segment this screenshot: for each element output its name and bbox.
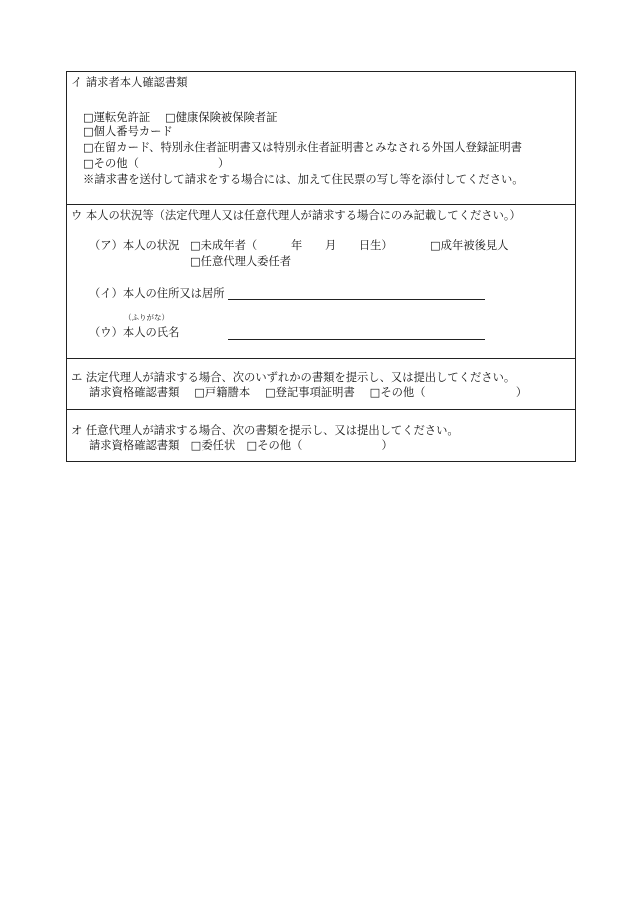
status-option-minor[interactable]: □未成年者（ 年 月 日生） [190, 239, 393, 252]
section-u-title: ウ 本人の状況等（法定代理人又は任意代理人が請求する場合にのみ記載してください。） [71, 209, 521, 222]
section-divider [66, 358, 576, 359]
section-divider [66, 409, 576, 410]
id-doc-option-other[interactable]: □その他（ ） [83, 157, 230, 170]
legal-agent-doc-options[interactable]: 請求資格確認書類 □戸籍謄本 □登記事項証明書 □その他（ ） [89, 386, 528, 399]
status-label: （ア）本人の状況 [89, 239, 180, 252]
voluntary-agent-doc-options[interactable]: 請求資格確認書類 □委任状 □その他（ ） [89, 439, 393, 452]
address-label: （イ）本人の住所又は居所 [89, 287, 225, 300]
id-doc-note: ※請求書を送付して請求をする場合には、加えて住民票の写し等を添付してください。 [83, 173, 524, 186]
furigana-label: （ふりがな） [124, 313, 169, 322]
section-o-title: オ 任意代理人が請求する場合、次の書類を提示し、又は提出してください。 [71, 424, 459, 437]
request-form-table [66, 71, 576, 462]
id-doc-option-my-number[interactable]: □個人番号カード [83, 125, 173, 138]
section-i-title: イ 請求者本人確認書類 [71, 76, 188, 89]
id-doc-option-license-insurance[interactable]: □運転免許証 □健康保険被保険者証 [83, 111, 278, 124]
status-option-agent-principal[interactable]: □任意代理人委任者 [190, 255, 292, 268]
name-label: （ウ）本人の氏名 [89, 326, 180, 339]
status-option-adult-ward[interactable]: □成年被後見人 [430, 239, 509, 252]
section-divider [66, 204, 576, 205]
name-input-line[interactable] [228, 339, 485, 340]
section-e-title: エ 法定代理人が請求する場合、次のいずれかの書類を提示し、又は提出してください。 [71, 371, 516, 384]
id-doc-option-residence-card[interactable]: □在留カード、特別永住者証明書又は特別永住者証明書とみなされる外国人登録証明書 [83, 141, 522, 154]
address-input-line[interactable] [228, 299, 485, 300]
